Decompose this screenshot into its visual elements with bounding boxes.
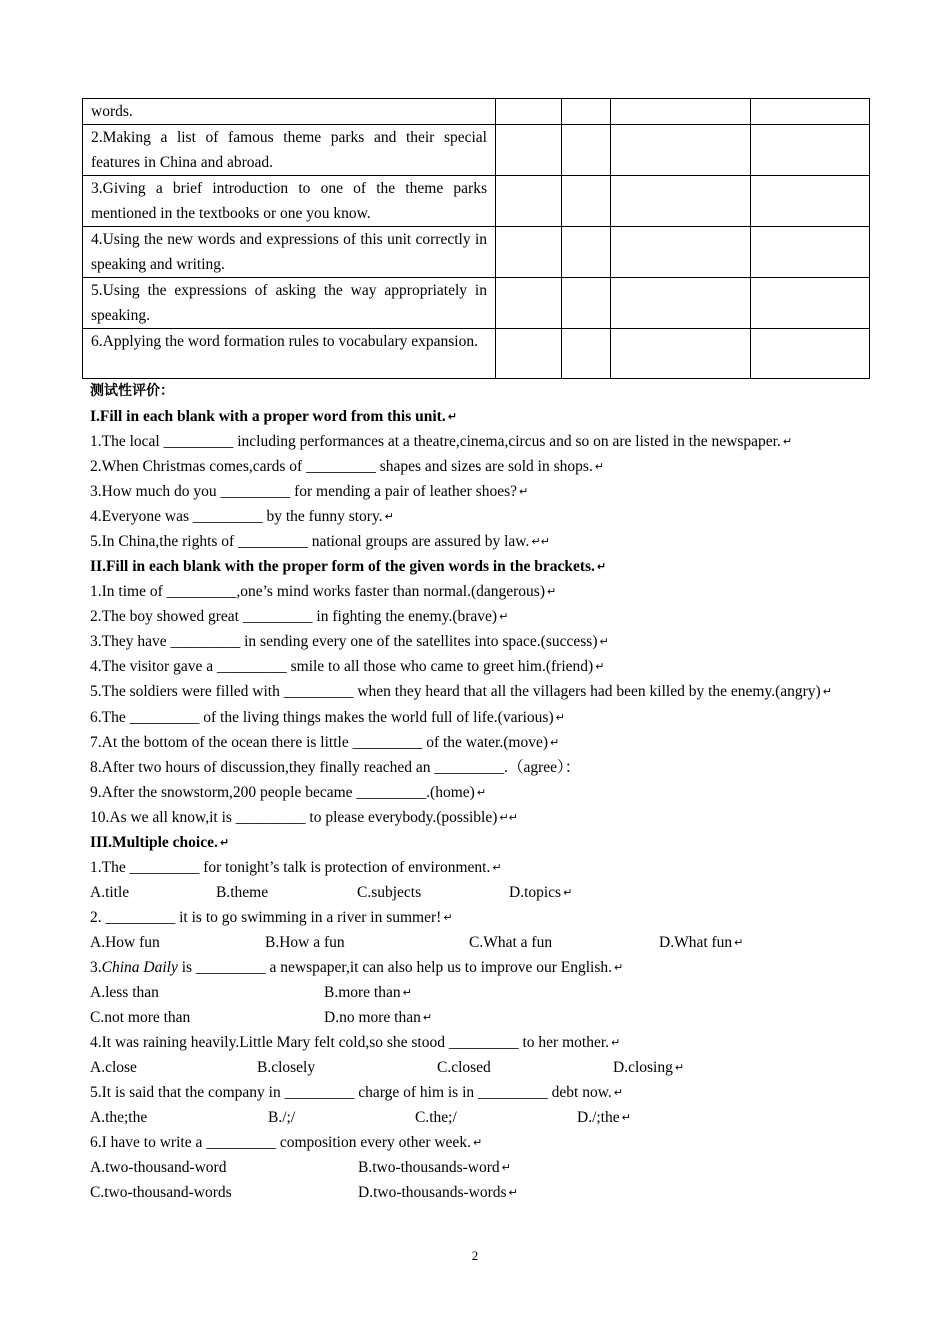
option: B.theme — [216, 884, 269, 901]
option: D.no more than ↵ — [324, 1005, 432, 1031]
evaluation-table — [82, 98, 870, 379]
list-item: 4.The visitor gave a _________ smile to all those who came to greet him.(friend) ↵ — [90, 654, 859, 679]
paragraph-mark-icon: ↵ — [219, 836, 230, 849]
question-stem: 4.It was raining heavily.Little Mary felt cold,so she stood _________ to her mother. ↵ — [90, 1030, 859, 1055]
paragraph-mark-icon: ↵ — [447, 410, 457, 423]
question-options — [90, 1105, 859, 1130]
paragraph-mark-icon: ↵ — [547, 585, 557, 598]
list-item: 2.The boy showed great _________ in fighting the enemy.(brave) ↵ — [90, 604, 859, 629]
option: B.more than ↵ — [324, 980, 412, 1006]
question-options — [90, 1055, 859, 1080]
section-title: II.Fill in each blank with the proper form of the given words in the brackets. ↵ — [90, 554, 859, 579]
option: A.title — [90, 884, 130, 901]
paragraph-mark-icon: ↵ — [734, 936, 744, 949]
paragraph-mark-icon: ↵↵ — [531, 535, 550, 548]
question-options — [90, 1180, 859, 1205]
option: D.two-thousands-words ↵ — [358, 1180, 518, 1206]
list-item: 4.Everyone was _________ by the funny story. ↵ — [90, 504, 859, 529]
option: A.How fun — [90, 934, 160, 951]
option: A.the;the — [90, 1109, 148, 1126]
list-item: 7.At the bottom of the ocean there is little _________ of the water.(move) ↵ — [90, 730, 859, 755]
paragraph-mark-icon: ↵↵ — [499, 811, 518, 824]
option: A.close — [90, 1059, 137, 1076]
table-cell: 3.Giving a brief introduction to one of the theme parks mentioned in the textbooks or one you know. — [83, 176, 496, 227]
paragraph-mark-icon: ↵ — [611, 1036, 621, 1049]
option: B.How a fun — [265, 934, 345, 951]
table-cell: words. — [83, 99, 496, 125]
paragraph-mark-icon: ↵ — [563, 886, 573, 899]
table-cell: 4.Using the new words and expressions of this unit correctly in speaking and writing. — [83, 227, 496, 278]
question-stem: 1.The _________ for tonight’s talk is protection of environment. ↵ — [90, 855, 859, 880]
question-stem: 6.I have to write a _________ composition every other week. ↵ — [90, 1130, 859, 1155]
question-stem: 3.China Daily is _________ a newspaper,it can also help us to improve our English. ↵ — [90, 955, 859, 980]
paragraph-mark-icon: ↵ — [782, 435, 793, 448]
option: C.What a fun — [469, 934, 553, 951]
table-row — [83, 125, 870, 176]
question-options — [90, 980, 859, 1005]
paragraph-mark-icon: ↵ — [492, 861, 502, 874]
paragraph-mark-icon: ↵ — [674, 1061, 685, 1074]
list-item: 2.When Christmas comes,cards of _________ shapes and sizes are sold in shops. ↵ — [90, 454, 859, 479]
option: B./;/ — [268, 1109, 296, 1126]
table-row — [83, 176, 870, 227]
paragraph-mark-icon: ↵ — [384, 510, 394, 523]
paragraph-mark-icon: ↵ — [402, 986, 412, 999]
table-row — [83, 227, 870, 278]
list-item: 5.The soldiers were filled with _________ when they heard that all the villagers had been killed by the enemy.(angry) ↵ — [90, 679, 859, 705]
question-options — [90, 930, 859, 955]
table-cell: 6.Applying the word formation rules to vocabulary expansion. — [83, 329, 496, 379]
list-item: 1.In time of _________,one’s mind works faster than normal.(dangerous) ↵ — [90, 579, 859, 604]
paragraph-mark-icon: ↵ — [499, 610, 509, 623]
option: C.the;/ — [415, 1109, 457, 1126]
list-item: 8.After two hours of discussion,they finally reached an _________.（agree）： — [90, 759, 581, 776]
table-row — [83, 99, 870, 125]
list-item: 6.The _________ of the living things makes the world full of life.(various) ↵ — [90, 705, 859, 730]
paragraph-mark-icon: ↵ — [555, 711, 565, 724]
question-stem: 5.It is said that the company in _________ charge of him is in _________ debt now. ↵ — [90, 1080, 859, 1105]
option: C.closed — [437, 1059, 491, 1076]
paragraph-mark-icon: ↵ — [472, 1136, 483, 1149]
paragraph-mark-icon: ↵ — [501, 1161, 511, 1174]
table-cell: 5.Using the expressions of asking the way appropriately in speaking. — [83, 278, 496, 329]
option: A.two-thousand-word — [90, 1159, 227, 1176]
paragraph-mark-icon: ↵ — [614, 961, 624, 974]
list-item: 10.As we all know,it is _________ to please everybody.(possible) ↵↵ — [90, 805, 859, 830]
paragraph-mark-icon: ↵ — [519, 485, 529, 498]
paragraph-mark-icon: ↵ — [822, 685, 832, 698]
list-item: 5.In China,the rights of _________ national groups are assured by law. ↵↵ — [90, 529, 859, 554]
table-row — [83, 278, 870, 329]
section-title: III.Multiple choice. ↵ — [90, 830, 859, 855]
paragraph-mark-icon: ↵ — [613, 1086, 623, 1099]
page-number: 2 — [471, 1248, 479, 1263]
paragraph-mark-icon: ↵ — [508, 1186, 518, 1199]
paragraph-mark-icon: ↵ — [443, 911, 453, 924]
option: D./;the ↵ — [577, 1105, 631, 1131]
paragraph-mark-icon: ↵ — [599, 635, 609, 648]
table-row — [83, 329, 870, 379]
question-stem: 2. _________ it is to go swimming in a river in summer! ↵ — [90, 905, 859, 930]
paragraph-mark-icon: ↵ — [596, 560, 607, 573]
option: C.subjects — [357, 884, 422, 901]
option: D.closing ↵ — [613, 1055, 684, 1081]
option: D.topics ↵ — [509, 880, 572, 906]
paragraph-mark-icon: ↵ — [594, 460, 605, 473]
paragraph-mark-icon: ↵ — [422, 1011, 433, 1024]
option: D.What fun ↵ — [659, 930, 743, 956]
paragraph-mark-icon: ↵ — [595, 660, 605, 673]
option: C.two-thousand-words — [90, 1184, 232, 1201]
paragraph-mark-icon: ↵ — [476, 786, 487, 799]
option: B.two-thousands-word ↵ — [358, 1155, 511, 1181]
question-options — [90, 1155, 859, 1180]
option: B.closely — [257, 1059, 316, 1076]
option: C.not more than — [90, 1009, 191, 1026]
option: A.less than — [90, 984, 159, 1001]
section-title: I.Fill in each blank with a proper word from this unit. ↵ — [90, 404, 859, 429]
paragraph-mark-icon: ↵ — [550, 736, 560, 749]
table-cell: 2.Making a list of famous theme parks and their special features in China and abroad. — [83, 125, 496, 176]
paragraph-mark-icon: ↵ — [621, 1111, 631, 1124]
list-item: 3.They have _________ in sending every one of the satellites into space.(success) ↵ — [90, 629, 859, 654]
list-item: 1.The local _________ including performances at a theatre,cinema,circus and so on are listed in the newspaper. ↵ — [90, 429, 859, 454]
question-options — [90, 880, 859, 905]
list-item: 9.After the snowstorm,200 people became _________.(home) ↵ — [90, 780, 859, 805]
question-options — [90, 1005, 859, 1030]
list-item: 3.How much do you _________ for mending a pair of leather shoes? ↵ — [90, 479, 859, 504]
assessment-heading: 测试性评价： — [90, 383, 174, 399]
exercise-body — [90, 404, 859, 1205]
document-page — [82, 98, 869, 1205]
